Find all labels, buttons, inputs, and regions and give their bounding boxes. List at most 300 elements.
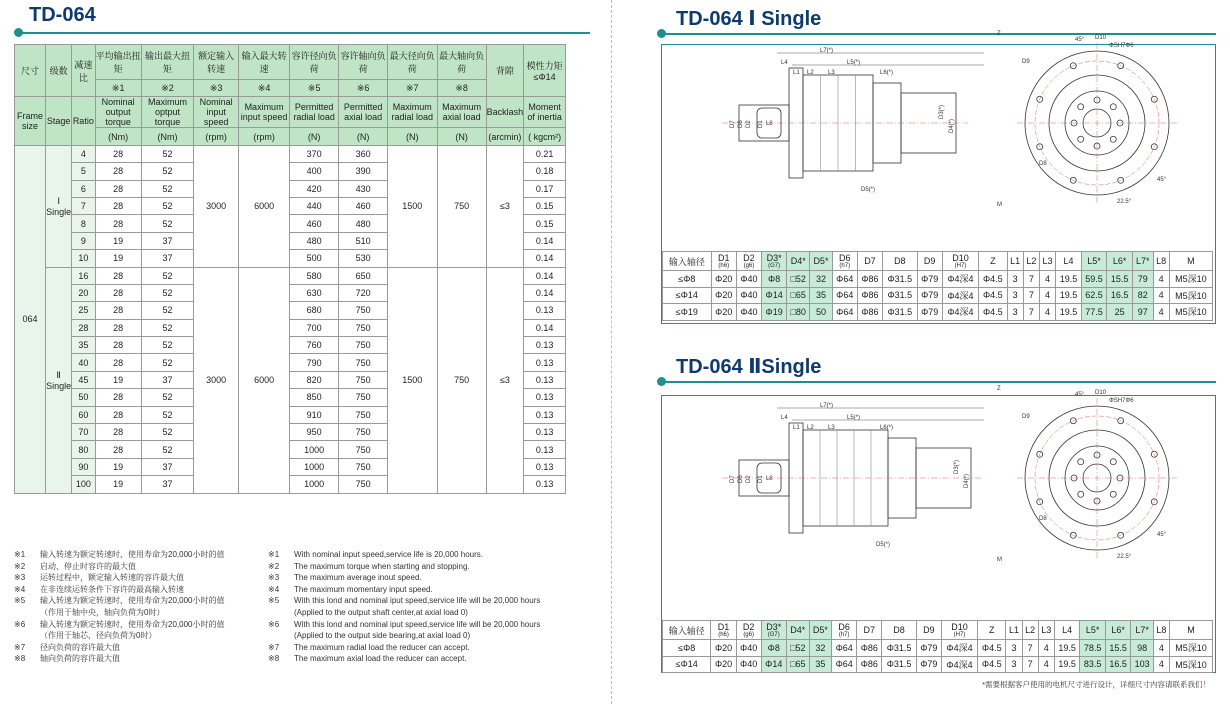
header-cn: 容许径向负荷 [290, 45, 339, 80]
header-cn: 最大轴向负荷 [437, 45, 486, 80]
note-line [268, 653, 598, 665]
dim-cell: 35 [809, 656, 831, 673]
dim-cell: Φ40 [736, 640, 761, 657]
dim-cell: 7 [1023, 287, 1039, 304]
table-row [663, 271, 1213, 288]
max-torque-cell: 37 [141, 458, 193, 475]
note-mark: ※7 [14, 642, 26, 652]
dim-label-L4: L4 [781, 60, 788, 66]
dim-header-cell [736, 621, 761, 640]
note-text: （作用于轴中央，轴向负荷为0时） [40, 607, 165, 617]
nominal-torque-cell: 28 [95, 197, 141, 214]
dim-cell: Φ79 [916, 640, 941, 657]
dim-cell: Φ4.5 [978, 656, 1006, 673]
dim-label-D9: D9 [1022, 59, 1030, 65]
dim-header-cell [917, 252, 942, 271]
stage-label: Single [46, 206, 72, 217]
dim-header-cell [809, 621, 831, 640]
note-text: The maximum momentary input speed. [294, 584, 433, 594]
dim-label-D5: D5(*) [876, 542, 891, 548]
dim-header-label: D6 [838, 622, 850, 632]
dim-cell: 97 [1132, 304, 1153, 321]
header-note-mark: ※4 [239, 80, 290, 97]
dim-cell: Φ4.5 [979, 304, 1007, 321]
header-unit: (Nm) [95, 128, 141, 145]
dim-cell: Φ40 [736, 304, 761, 321]
note-text: With this lond and nominal iput speed,service life will be 20,000 hours [294, 596, 541, 606]
dim-cell: Φ19 [762, 304, 787, 321]
axial-load-cell: 750 [339, 458, 388, 475]
dim-cell: Φ20 [711, 271, 736, 288]
dim-cell: Φ79 [917, 304, 942, 321]
dim-cell: 4 [1153, 271, 1169, 288]
note-text: 运转过程中，额定输入转速的容许最大值 [40, 573, 184, 583]
dim-label-D9: D9 [1022, 414, 1030, 420]
dim-cell: 59.5 [1081, 271, 1107, 288]
dim-cell: Φ4.5 [978, 640, 1006, 657]
inertia-cell: 0.14 [524, 319, 566, 336]
nominal-torque-cell: 19 [95, 250, 141, 267]
max-torque-cell: 52 [141, 406, 193, 423]
dim-cell: Φ40 [736, 287, 761, 304]
dim-cell: 15.5 [1105, 640, 1131, 657]
stage-numeral: Ⅱ [56, 369, 61, 380]
header-en: Permitted axial load [339, 97, 388, 128]
dim-cell: 77.5 [1081, 304, 1107, 321]
ratio-cell: 16 [72, 267, 95, 284]
axial-load-cell: 460 [339, 197, 388, 214]
dim-header-label: D2 [743, 253, 755, 263]
dim-cell: 98 [1131, 640, 1153, 657]
radial-load-cell: 820 [290, 371, 339, 388]
stage-label: Single [46, 380, 72, 391]
header-note-mark: ※8 [437, 80, 486, 97]
note-line [14, 595, 264, 607]
dim-cell: Φ8 [761, 640, 786, 657]
max-torque-cell: 37 [141, 250, 193, 267]
max-torque-cell: 52 [141, 215, 193, 232]
table-row [663, 287, 1213, 304]
dim-header-label: D9 [923, 625, 935, 635]
dim-header-cell [979, 252, 1007, 271]
dim-header-label: D8 [894, 256, 906, 266]
dim-label-D10: D10 [1095, 390, 1107, 396]
dim-cell: 4 [1039, 287, 1055, 304]
max-torque-cell: 52 [141, 267, 193, 284]
dim-cell: 3 [1006, 656, 1022, 673]
axial-load-cell: 750 [339, 424, 388, 441]
dim-cell: M5深10 [1169, 287, 1212, 304]
dim-header-label: L3 [1042, 256, 1053, 266]
dim-header-cell [1080, 621, 1106, 640]
inertia-cell: 0.13 [524, 424, 566, 441]
dim-header-tolerance: (g6) [743, 263, 755, 269]
header-note-mark: ※1 [95, 80, 141, 97]
note-line [268, 642, 598, 654]
nominal-torque-cell: 19 [95, 458, 141, 475]
dim-header-label: D3* [766, 253, 782, 263]
header-unit: (rpm) [194, 128, 239, 145]
dim-label-D10: D10 [1095, 35, 1107, 41]
nominal-torque-cell: 19 [95, 232, 141, 249]
max-torque-cell: 37 [141, 476, 193, 493]
dim-header-cell [916, 621, 941, 640]
dim-cell: 4 [1153, 287, 1169, 304]
ratio-cell: 28 [72, 319, 95, 336]
dim-label-Z: Z [997, 386, 1001, 392]
axial-load-cell: 750 [339, 406, 388, 423]
inertia-cell: 0.21 [524, 145, 566, 162]
radial-load-cell: 420 [290, 180, 339, 197]
frame-size-cell: 064 [15, 145, 46, 493]
dim-cell: Φ4深4 [942, 287, 978, 304]
max-speed-cell: 6000 [239, 145, 290, 267]
dim-header-cell [978, 621, 1006, 640]
dim-header-cell [857, 621, 882, 640]
dim-cell: Φ31.5 [883, 287, 918, 304]
dim-cell: Φ4.5 [979, 271, 1007, 288]
dim-header-label: L1 [1008, 625, 1019, 635]
dim-label-L1: L1 [793, 425, 800, 431]
radial-load-cell: 680 [290, 302, 339, 319]
header-en: Ratio [72, 97, 95, 145]
nominal-torque-cell: 28 [95, 302, 141, 319]
ratio-cell: 5 [72, 163, 95, 180]
header-en: Permitted radial load [290, 97, 339, 128]
note-mark: ※3 [14, 573, 26, 583]
dim-label-bore: ΦSH7Φ6 [1109, 398, 1134, 404]
dim-header-label: D10 [952, 253, 969, 263]
dim-header-tolerance: (G7) [768, 263, 781, 269]
threaded-hole [1110, 136, 1116, 142]
ratio-cell: 4 [72, 145, 95, 162]
dim-header-cell [786, 621, 809, 640]
header-cn: 容许轴向负荷 [339, 45, 388, 80]
nominal-torque-cell: 28 [95, 215, 141, 232]
dim-header-label: L2 [1025, 625, 1036, 635]
dim-cell: Φ79 [917, 271, 942, 288]
dim-cell: Φ64 [832, 640, 857, 657]
nominal-torque-cell: 28 [95, 284, 141, 301]
dim-cell: Φ31.5 [882, 640, 916, 657]
dim-cell: 3 [1006, 640, 1022, 657]
max-torque-cell: 52 [141, 163, 193, 180]
dim-header-label: 输入轴径 [668, 256, 705, 267]
note-text: 输入转速为额定转速时，使用寿命为20,000小时的值 [40, 596, 225, 606]
header-note-mark: ※2 [141, 80, 193, 97]
note-text: With nominal input speed,service life is 20,000 hours. [294, 550, 483, 559]
note-text: 启动、停止时容许的最大值 [40, 561, 136, 571]
dim-cell: Φ31.5 [883, 271, 918, 288]
nominal-torque-cell: 28 [95, 319, 141, 336]
dim-label-D2: D2 [746, 120, 752, 128]
dim-header-cell [736, 252, 761, 271]
inertia-cell: 0.18 [524, 163, 566, 180]
dim-cell: ≤Φ19 [663, 304, 712, 321]
dim-header-label: D7 [864, 256, 876, 266]
note-line [268, 549, 598, 561]
dim-label-D8: D8 [1039, 161, 1047, 167]
header-cn: 平均输出扭矩 [95, 45, 141, 80]
dim-cell: □65 [786, 656, 809, 673]
dim-header-label: L6* [1112, 256, 1127, 266]
axial-load-cell: 750 [339, 319, 388, 336]
dim-cell: 19.5 [1056, 271, 1082, 288]
dim-cell: 7 [1023, 304, 1039, 321]
ratio-cell: 100 [72, 476, 95, 493]
dim-cell: 7 [1022, 640, 1038, 657]
dim-header-cell [810, 252, 832, 271]
dim-header-cell [1132, 252, 1153, 271]
dim-header-label: D10 [951, 622, 968, 632]
header-unit: ( kgcm²) [524, 128, 566, 145]
dim-label-D4: D4(*) [949, 118, 955, 133]
axial-load-cell: 750 [339, 337, 388, 354]
nominal-torque-cell: 28 [95, 337, 141, 354]
note-line [14, 653, 264, 665]
dim-header-tolerance: (h7) [839, 263, 851, 269]
dim-header-label: D1 [717, 253, 730, 263]
dim-header-cell [787, 252, 810, 271]
axial-load-cell: 390 [339, 163, 388, 180]
nominal-torque-cell: 28 [95, 163, 141, 180]
inertia-cell: 0.13 [524, 458, 566, 475]
max-torque-cell: 52 [141, 354, 193, 371]
dim-cell: 16.5 [1105, 656, 1131, 673]
radial-load-cell: 850 [290, 389, 339, 406]
dim-cell: 83.5 [1080, 656, 1106, 673]
radial-load-cell: 440 [290, 197, 339, 214]
dim-cell: ≤Φ8 [663, 640, 711, 657]
header-cn: 最大径向负荷 [387, 45, 437, 80]
dim-label-Z: Z [997, 31, 1001, 37]
dim-header-cell [1039, 252, 1055, 271]
nominal-torque-cell: 28 [95, 424, 141, 441]
page-title-left: TD-064 [29, 4, 96, 26]
dim-label-D4: D4(*) [964, 473, 970, 488]
backlash-cell: ≤3 [486, 145, 524, 267]
dim-cell: ≤Φ14 [663, 656, 711, 673]
inertia-cell: 0.13 [524, 354, 566, 371]
dim-header-cell [711, 621, 736, 640]
ratio-cell: 90 [72, 458, 95, 475]
note-mark: ※4 [14, 584, 26, 594]
dim-header-cell [942, 252, 978, 271]
dim-header-cell [1006, 621, 1022, 640]
note-line [14, 584, 264, 596]
axial-load-cell: 750 [339, 441, 388, 458]
dim-label-L1: L1 [793, 70, 800, 76]
dim-cell: Φ20 [711, 287, 736, 304]
nominal-torque-cell: 28 [95, 267, 141, 284]
dim-header-tolerance: (H7) [954, 263, 967, 269]
dim-cell: 19.5 [1054, 656, 1080, 673]
header-en: Maximum optput torque [141, 97, 193, 128]
dim-header-cell [882, 621, 916, 640]
radial-load-cell: 370 [290, 145, 339, 162]
axial-load-cell: 430 [339, 180, 388, 197]
axial-load-cell: 750 [339, 476, 388, 493]
dim-label-L5: L5(*) [847, 60, 861, 66]
radial-load-cell: 1000 [290, 458, 339, 475]
dim-header-cell [857, 252, 882, 271]
header-unit: (N) [290, 128, 339, 145]
dim-header-cell [883, 252, 918, 271]
dim-header-cell [1038, 621, 1054, 640]
dim-cell: 4 [1039, 304, 1055, 321]
dim-cell: Φ86 [857, 640, 882, 657]
dim-cell: 4 [1153, 640, 1169, 657]
dim-cell: Φ64 [832, 304, 857, 321]
ratio-cell: 45 [72, 371, 95, 388]
dim-header-label: L5* [1085, 625, 1100, 635]
note-line [14, 619, 264, 631]
dim-cell: □65 [787, 287, 810, 304]
dim-cell: 3 [1007, 287, 1023, 304]
note-line [268, 584, 598, 596]
header-note-mark: ※5 [290, 80, 339, 97]
note-line [268, 595, 598, 607]
header-cn: 模性力矩≤Φ14 [524, 45, 566, 97]
dim-cell: Φ4深4 [941, 656, 977, 673]
max-torque-cell: 52 [141, 197, 193, 214]
radial-load-cell: 630 [290, 284, 339, 301]
note-line [268, 561, 598, 573]
dim-header-label: L8 [1156, 625, 1167, 635]
section-title-2: TD-064 ⅡSingle [676, 356, 822, 378]
note-mark: ※8 [14, 654, 26, 664]
title-rule [20, 32, 590, 34]
dim-cell: 15.5 [1107, 271, 1133, 288]
ratio-cell: 35 [72, 337, 95, 354]
dim-cell: 50 [810, 304, 832, 321]
inertia-cell: 0.13 [524, 406, 566, 423]
dim-label-D8: D8 [1039, 516, 1047, 522]
dim-cell: 32 [810, 271, 832, 288]
dim-label-D6: D6 [738, 120, 744, 128]
dim-cell: ≤Φ14 [663, 287, 712, 304]
dim-cell: ≤Φ8 [663, 271, 712, 288]
header-cn: 减速比 [72, 45, 95, 97]
inertia-cell: 0.17 [524, 180, 566, 197]
header-note-mark: ※7 [387, 80, 437, 97]
dim-cell: Φ8 [762, 271, 787, 288]
max-speed-cell: 6000 [239, 267, 290, 493]
ratio-cell: 20 [72, 284, 95, 301]
note-line [268, 572, 598, 584]
nominal-torque-cell: 28 [95, 145, 141, 162]
threaded-hole [1110, 491, 1116, 497]
header-en: Nominal output torque [95, 97, 141, 128]
dim-cell: 3 [1007, 304, 1023, 321]
dim-cell: Φ86 [857, 656, 882, 673]
dim-cell: 4 [1153, 304, 1169, 321]
note-text: 输入转速为额定转速时，使用寿命为20,000小时的值 [40, 550, 225, 559]
dim-cell: Φ40 [736, 656, 761, 673]
header-cn: 尺寸 [15, 45, 46, 97]
inertia-cell: 0.13 [524, 337, 566, 354]
dim-label-D1: D1 [758, 475, 764, 483]
dim-header-label: D4* [790, 625, 806, 635]
header-en: Maximum axial load [437, 97, 486, 128]
dim-cell: Φ20 [711, 304, 736, 321]
note-text: 轴向负荷的容许最大值 [40, 654, 120, 664]
title-rule [662, 381, 1216, 383]
axial-load-cell: 480 [339, 215, 388, 232]
inertia-cell: 0.13 [524, 441, 566, 458]
dim-cell: 82 [1132, 287, 1153, 304]
radial-load-cell: 910 [290, 406, 339, 423]
dim-header-label: Z [989, 625, 995, 635]
note-line [14, 642, 264, 654]
dim-cell: Φ20 [711, 656, 736, 673]
dim-header-cell [1081, 252, 1107, 271]
header-en: Backlash [486, 97, 524, 128]
threaded-hole [1110, 104, 1116, 110]
dim-cell: 7 [1023, 271, 1039, 288]
radial-load-cell: 790 [290, 354, 339, 371]
dim-cell: Φ40 [736, 271, 761, 288]
header-unit: (arcmin) [486, 128, 524, 145]
dim-header-cell [1007, 252, 1023, 271]
dim-header-cell [832, 621, 857, 640]
note-mark: ※6 [14, 619, 26, 629]
radial-load-cell: 400 [290, 163, 339, 180]
dimension-table-1 [662, 251, 1213, 321]
dim-header-label: L7* [1135, 625, 1149, 635]
max-torque-cell: 52 [141, 389, 193, 406]
dim-header-cell [832, 252, 857, 271]
note-mark: ※4 [268, 584, 280, 594]
dim-cell: 78.5 [1080, 640, 1106, 657]
note-text: The maximum axial load the reducer can accept. [294, 654, 467, 664]
header-en: Stage [46, 97, 72, 145]
ratio-cell: 25 [72, 302, 95, 319]
dim-label-L3: L3 [828, 425, 835, 431]
inertia-cell: 0.15 [524, 197, 566, 214]
dim-header-label: L3 [1041, 625, 1052, 635]
dim-label-D3: D3(*) [954, 459, 960, 474]
note-mark: ※1 [14, 550, 26, 559]
header-cn: 级数 [46, 45, 72, 97]
dim-cell: □80 [787, 304, 810, 321]
ratio-cell: 40 [72, 354, 95, 371]
inertia-cell: 0.14 [524, 250, 566, 267]
dim-header-cell [1054, 621, 1080, 640]
note-mark: ※5 [14, 596, 26, 606]
radial-load-cell: 460 [290, 215, 339, 232]
radial-load-cell: 480 [290, 232, 339, 249]
dim-label-L4: L4 [781, 415, 788, 421]
dim-cell: Φ64 [832, 656, 857, 673]
note-text: (Applied to the output shaft center,at axial load 0) [294, 607, 468, 617]
dim-header-cell [1131, 621, 1153, 640]
dim-cell: 19.5 [1054, 640, 1080, 657]
note-text: （作用于轴芯，径向负荷为0时） [40, 631, 157, 641]
dim-cell: Φ4深4 [941, 640, 977, 657]
note-text: The maximum torque when starting and stopping. [294, 561, 470, 571]
stage-cell [46, 267, 72, 493]
dim-cell: □52 [787, 271, 810, 288]
max-axial-cell: 750 [437, 145, 486, 267]
header-note-mark: ※3 [194, 80, 239, 97]
note-text: The maximum average inout speed. [294, 573, 422, 583]
inertia-cell: 0.13 [524, 476, 566, 493]
axial-load-cell: 510 [339, 232, 388, 249]
note-line [14, 607, 264, 619]
note-line [14, 549, 264, 561]
max-torque-cell: 52 [141, 424, 193, 441]
